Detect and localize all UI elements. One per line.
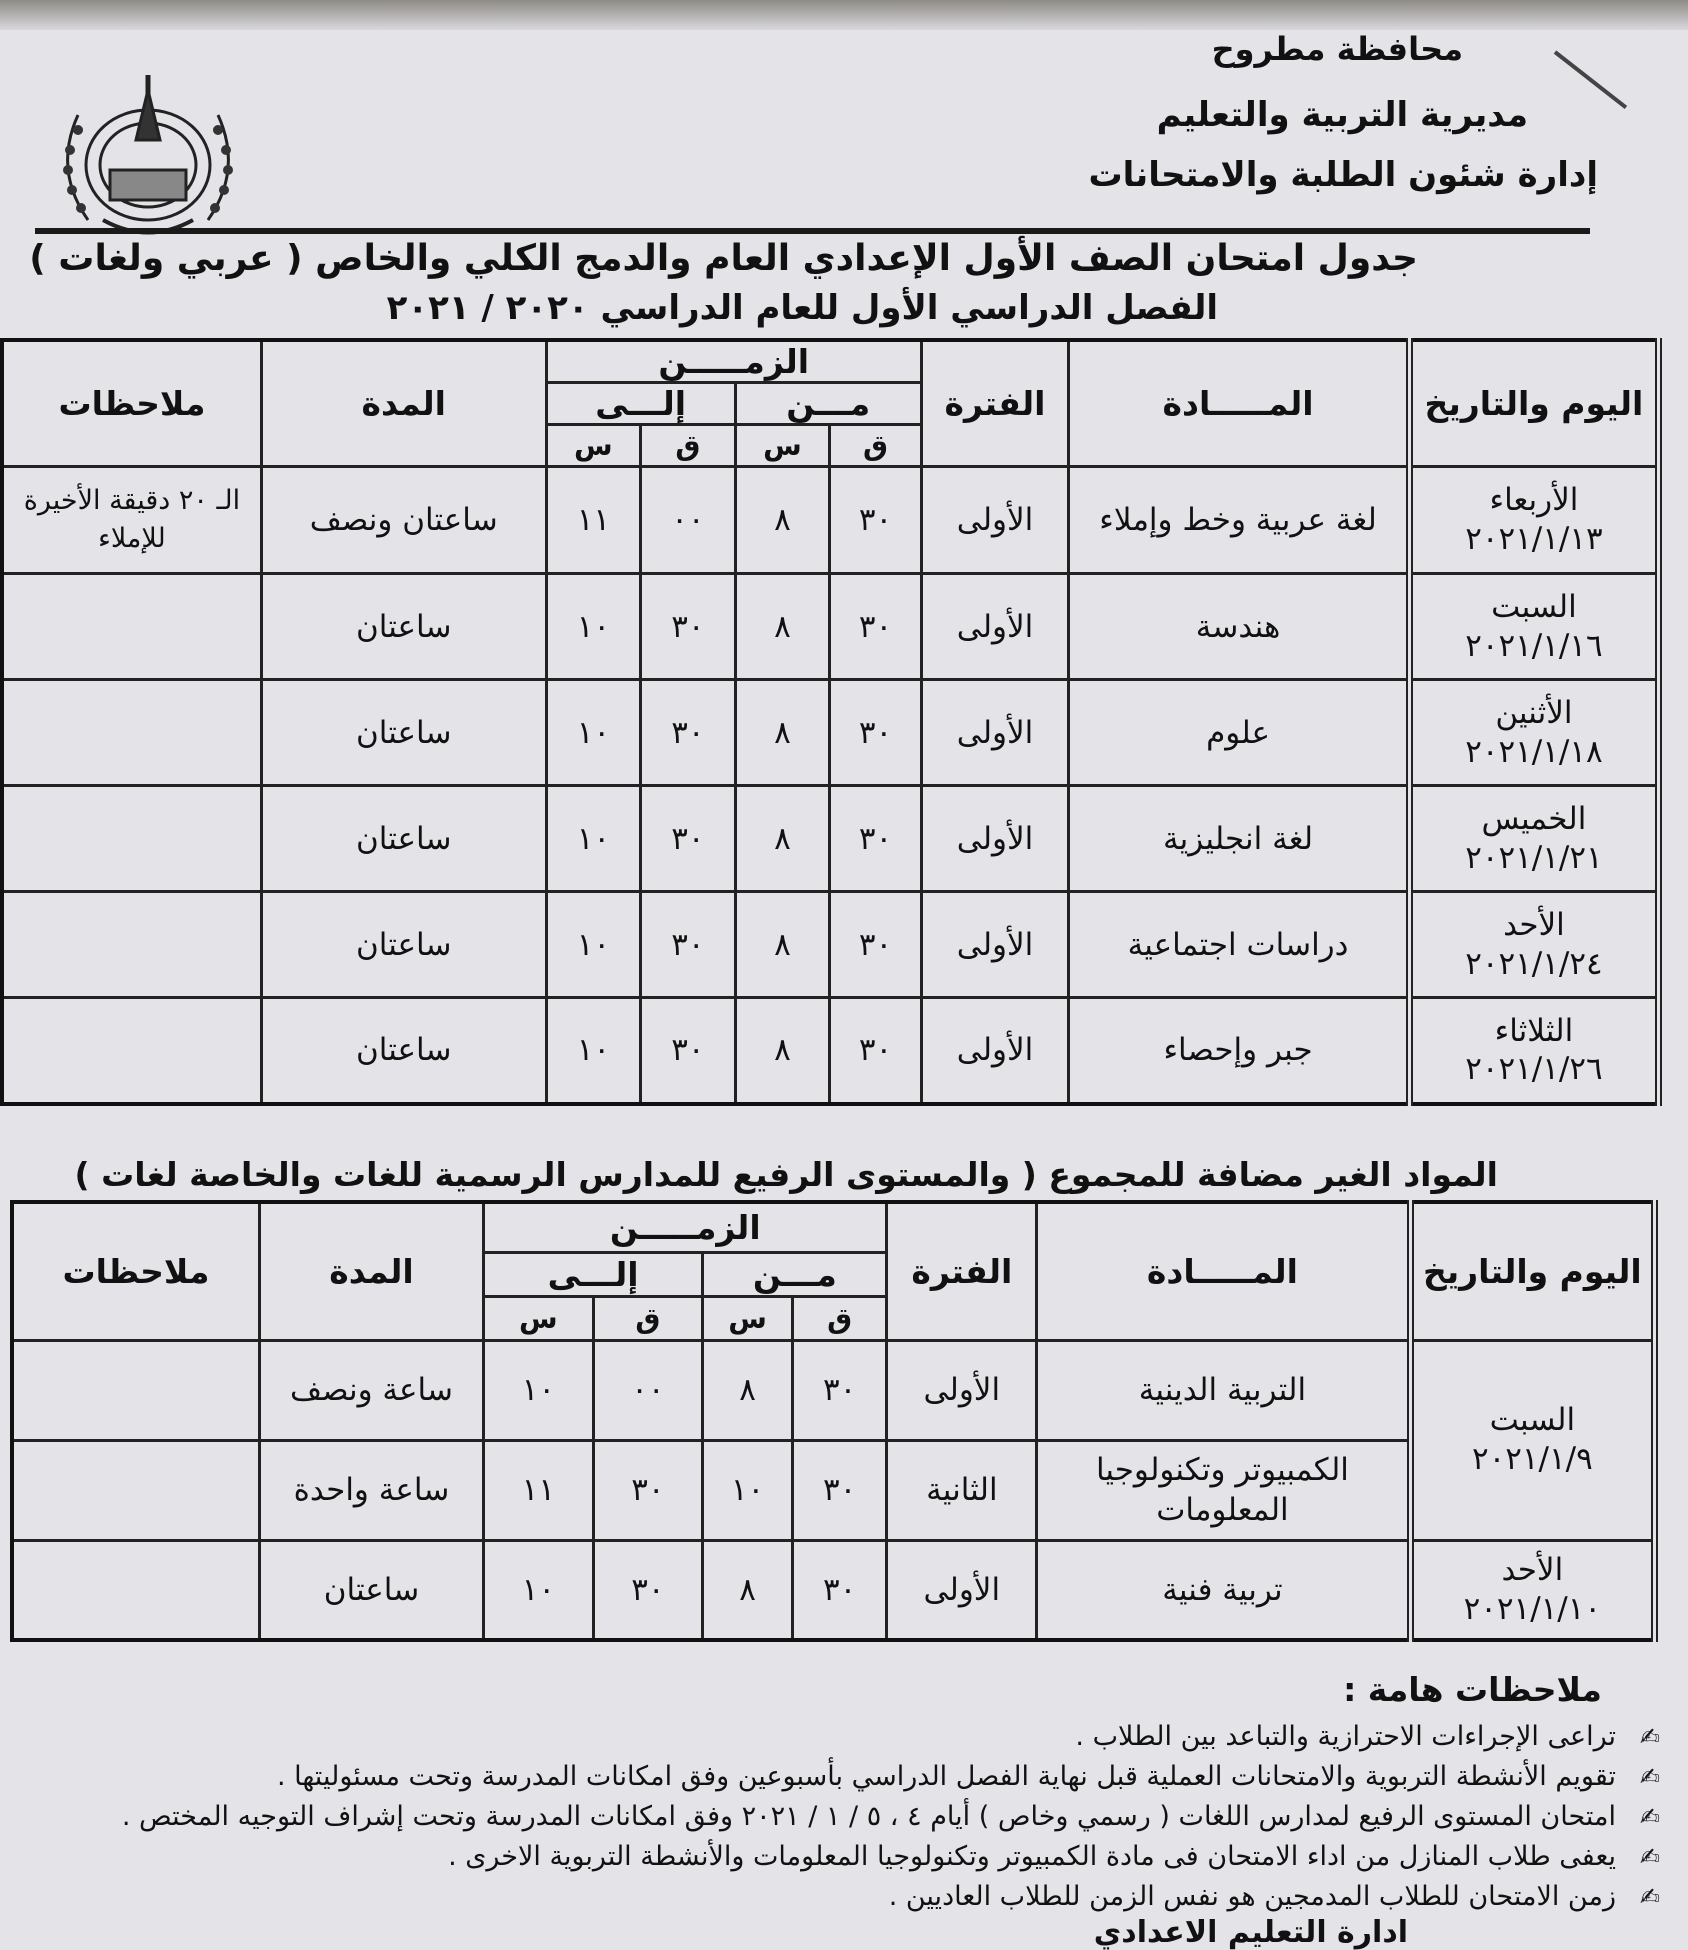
to-minute-cell: ٠٠ <box>641 467 736 574</box>
header-period: الفترة <box>921 340 1068 467</box>
header-from-minute: ق <box>830 425 922 467</box>
day-date-cell <box>1409 892 1658 998</box>
to-hour-cell: ١٠ <box>484 1540 594 1640</box>
header-from-minute: ق <box>792 1296 887 1340</box>
exam-date: ٢٠٢١/١/٢٦ <box>1465 1051 1603 1088</box>
from-minute-cell: ٣٠ <box>830 574 922 680</box>
exam-date: ٢٠٢١/١/١٦ <box>1465 627 1603 664</box>
header-period: الفترة <box>887 1202 1037 1340</box>
table-row <box>12 1340 1655 1440</box>
notes-cell: الـ ٢٠ دقيقة الأخيرة للإملاء <box>2 467 261 574</box>
table-row <box>2 467 1659 574</box>
table-row <box>2 786 1659 892</box>
day-date-cell <box>1409 574 1658 680</box>
from-hour-cell: ٨ <box>735 892 830 998</box>
to-minute-cell: ٣٠ <box>593 1440 703 1540</box>
header-day-date: اليوم والتاريخ <box>1410 1202 1654 1340</box>
header-notes: ملاحظات <box>12 1202 259 1340</box>
main-exam-table <box>0 338 1662 1106</box>
list-item <box>20 1757 1660 1797</box>
notes-cell <box>2 574 261 680</box>
subject-cell: هندسة <box>1069 574 1410 680</box>
notes-heading: ملاحظات هامة : <box>1343 1670 1602 1709</box>
exam-date: ٢٠٢١/١/٩ <box>1471 1441 1593 1477</box>
header-to-minute: ق <box>641 425 736 467</box>
notes-cell <box>2 680 261 786</box>
subject-cell: دراسات اجتماعية <box>1069 892 1410 998</box>
header-from-hour: س <box>735 425 830 467</box>
day-name: الأربعاء <box>1489 482 1579 519</box>
period-cell: الأولى <box>921 574 1068 680</box>
from-hour-cell: ٨ <box>735 786 830 892</box>
note-text: تقويم الأنشطة التربوية والامتحانات العملية قبل نهاية الفصل الدراسي بأسبوعين وفق امكانات المدرسة وتحت مسئوليتها . <box>276 1761 1616 1792</box>
exam-date: ٢٠٢١/١/١٣ <box>1465 521 1603 557</box>
from-hour-cell: ٨ <box>703 1540 793 1640</box>
to-hour-cell: ١٠ <box>484 1340 594 1440</box>
to-hour-cell: ١١ <box>546 467 641 574</box>
from-hour-cell: ٨ <box>703 1340 793 1440</box>
exam-date: ٢٠٢١/١/١٠ <box>1463 1590 1602 1627</box>
from-minute-cell: ٣٠ <box>830 892 922 998</box>
to-minute-cell: ٣٠ <box>641 892 736 998</box>
header-to: إلـــى <box>546 383 735 425</box>
header-time: الزمـــــن <box>546 340 921 383</box>
period-cell: الأولى <box>921 786 1068 892</box>
note-text: امتحان المستوى الرفيع لمدارس اللغات ( رسمي وخاص ) أيام ٤ ، ٥ / ١ / ٢٠٢١ وفق امكانات المدرسة وتحت إشراف التوجيه المختص . <box>121 1801 1616 1832</box>
table-row <box>2 574 1659 680</box>
from-hour-cell: ١٠ <box>703 1440 793 1540</box>
header-notes: ملاحظات <box>2 340 261 467</box>
table-row <box>2 892 1659 998</box>
period-cell: الأولى <box>921 680 1068 786</box>
notes-cell <box>2 998 261 1104</box>
pen-bullet-icon: ✍ <box>1639 1883 1660 1911</box>
from-minute-cell: ٣٠ <box>792 1440 887 1540</box>
from-minute-cell: ٣٠ <box>792 1540 887 1640</box>
to-minute-cell: ٣٠ <box>593 1540 703 1640</box>
notes-cell <box>2 786 261 892</box>
from-hour-cell: ٨ <box>735 467 830 574</box>
from-hour-cell: ٨ <box>735 680 830 786</box>
pen-bullet-icon: ✍ <box>1639 1803 1660 1831</box>
duration-cell: ساعتان <box>261 892 546 998</box>
header-to-minute: ق <box>593 1296 703 1340</box>
to-minute-cell: ٠٠ <box>593 1340 703 1440</box>
duration-cell: ساعة ونصف <box>259 1340 483 1440</box>
header-to-hour: س <box>484 1296 594 1340</box>
department-name: إدارة شئون الطلبة والامتحانات <box>1088 155 1598 195</box>
to-hour-cell: ١٠ <box>546 998 641 1104</box>
table-row <box>12 1440 1655 1540</box>
duration-cell: ساعتان <box>261 786 546 892</box>
extra-subjects-table <box>10 1200 1658 1642</box>
document-title: جدول امتحان الصف الأول الإعدادي العام والدمج الكلي والخاص ( عربي ولغات ) <box>29 238 1418 279</box>
to-minute-cell: ٣٠ <box>641 998 736 1104</box>
subject-cell: جبر وإحصاء <box>1069 998 1410 1104</box>
subject-cell: علوم <box>1069 680 1410 786</box>
header-to-hour: س <box>546 425 641 467</box>
header-to: إلـــى <box>484 1252 703 1296</box>
period-cell: الأولى <box>921 998 1068 1104</box>
subject-cell: لغة عربية وخط وإملاء <box>1069 467 1410 574</box>
to-minute-cell: ٣٠ <box>641 680 736 786</box>
pen-bullet-icon: ✍ <box>1639 1763 1660 1791</box>
day-date-cell <box>1410 1540 1654 1640</box>
important-notes <box>20 1670 1660 1917</box>
from-hour-cell: ٨ <box>735 998 830 1104</box>
notes-cell <box>12 1340 259 1440</box>
duration-cell: ساعتان <box>261 998 546 1104</box>
list-item <box>20 1877 1660 1917</box>
duration-cell: ساعتان <box>261 574 546 680</box>
notes-cell <box>2 892 261 998</box>
from-minute-cell: ٣٠ <box>830 998 922 1104</box>
header-rule <box>35 228 1590 234</box>
header-day-date: اليوم والتاريخ <box>1409 340 1658 467</box>
footer-department: ادارة التعليم الاعدادي <box>1093 1915 1408 1950</box>
period-cell: الأولى <box>887 1540 1037 1640</box>
governorate-name: محافظة مطروح <box>1211 30 1463 68</box>
governorate-emblem-icon <box>48 70 248 250</box>
note-text: زمن الامتحان للطلاب المدمجين هو نفس الزمن للطلاب العاديين . <box>888 1881 1616 1912</box>
duration-cell: ساعتان <box>259 1540 483 1640</box>
from-hour-cell: ٨ <box>735 574 830 680</box>
to-hour-cell: ١٠ <box>546 680 641 786</box>
exam-date: ٢٠٢١/١/١٨ <box>1465 733 1603 770</box>
notes-cell <box>12 1440 259 1540</box>
subject-cell: الكمبيوتر وتكنولوجيا المعلومات <box>1037 1440 1411 1540</box>
note-text: يعفى طلاب المنازل من اداء الامتحان فى مادة الكمبيوتر وتكنولوجيا المعلومات والأنشطة التربوية الاخرى . <box>448 1841 1616 1872</box>
day-name: الثلاثاء <box>1494 1012 1574 1049</box>
directorate-name: مديرية التربية والتعليم <box>1156 95 1528 135</box>
extra-subjects-title: المواد الغير مضافة للمجموع ( والمستوى الرفيع للمدارس الرسمية للغات والخاصة لغات ) <box>74 1155 1498 1194</box>
header-subject: المـــــادة <box>1069 340 1410 467</box>
notes-cell <box>12 1540 259 1640</box>
to-minute-cell: ٣٠ <box>641 574 736 680</box>
header-duration: المدة <box>261 340 546 467</box>
day-date-cell <box>1409 786 1658 892</box>
from-minute-cell: ٣٠ <box>792 1340 887 1440</box>
to-hour-cell: ١٠ <box>546 574 641 680</box>
letterhead <box>1038 30 1598 220</box>
to-hour-cell: ١١ <box>484 1440 594 1540</box>
from-minute-cell: ٣٠ <box>830 680 922 786</box>
header-duration: المدة <box>259 1202 483 1340</box>
day-date-cell <box>1409 467 1658 574</box>
exam-date: ٢٠٢١/١/٢٤ <box>1465 945 1603 982</box>
from-minute-cell: ٣٠ <box>830 467 922 574</box>
day-name: الخميس <box>1481 800 1587 837</box>
period-cell: الأولى <box>921 467 1068 574</box>
to-hour-cell: ١٠ <box>546 786 641 892</box>
document-subtitle: الفصل الدراسي الأول للعام الدراسي ٢٠٢٠ / ٢٠٢١ <box>386 288 1218 328</box>
to-hour-cell: ١٠ <box>546 892 641 998</box>
day-name: الأثنين <box>1495 694 1573 731</box>
duration-cell: ساعة واحدة <box>259 1440 483 1540</box>
list-item <box>20 1837 1660 1877</box>
period-cell: الأولى <box>921 892 1068 998</box>
header-from: مـــن <box>735 383 921 425</box>
day-date-cell <box>1409 680 1658 786</box>
pen-bullet-icon: ✍ <box>1639 1843 1660 1871</box>
period-cell: الأولى <box>887 1340 1037 1440</box>
table-row <box>2 680 1659 786</box>
duration-cell: ساعتان ونصف <box>261 467 546 574</box>
period-cell: الثانية <box>887 1440 1037 1540</box>
day-date-cell <box>1409 998 1658 1104</box>
header-from-hour: س <box>703 1296 793 1340</box>
paper-fold-shadow <box>0 0 1688 30</box>
subject-cell: تربية فنية <box>1037 1540 1411 1640</box>
header-from: مـــن <box>703 1252 887 1296</box>
header-time: الزمـــــن <box>484 1202 887 1252</box>
list-item <box>20 1797 1660 1837</box>
day-date-cell <box>1410 1340 1654 1540</box>
day-name: الأحد <box>1503 906 1565 943</box>
list-item <box>20 1717 1660 1757</box>
exam-date: ٢٠٢١/١/٢١ <box>1465 839 1603 876</box>
subject-cell: لغة انجليزية <box>1069 786 1410 892</box>
pen-bullet-icon: ✍ <box>1639 1723 1660 1751</box>
subject-cell: التربية الدينية <box>1037 1340 1411 1440</box>
from-minute-cell: ٣٠ <box>830 786 922 892</box>
header-subject: المـــــادة <box>1037 1202 1411 1340</box>
table-row <box>2 998 1659 1104</box>
note-text: تراعى الإجراءات الاحترازية والتباعد بين الطلاب . <box>1075 1721 1616 1752</box>
duration-cell: ساعتان <box>261 680 546 786</box>
day-name: الأحد <box>1501 1552 1564 1588</box>
day-name: السبت <box>1489 1402 1576 1439</box>
table-row <box>12 1540 1655 1640</box>
to-minute-cell: ٣٠ <box>641 786 736 892</box>
day-name: السبت <box>1491 588 1577 625</box>
